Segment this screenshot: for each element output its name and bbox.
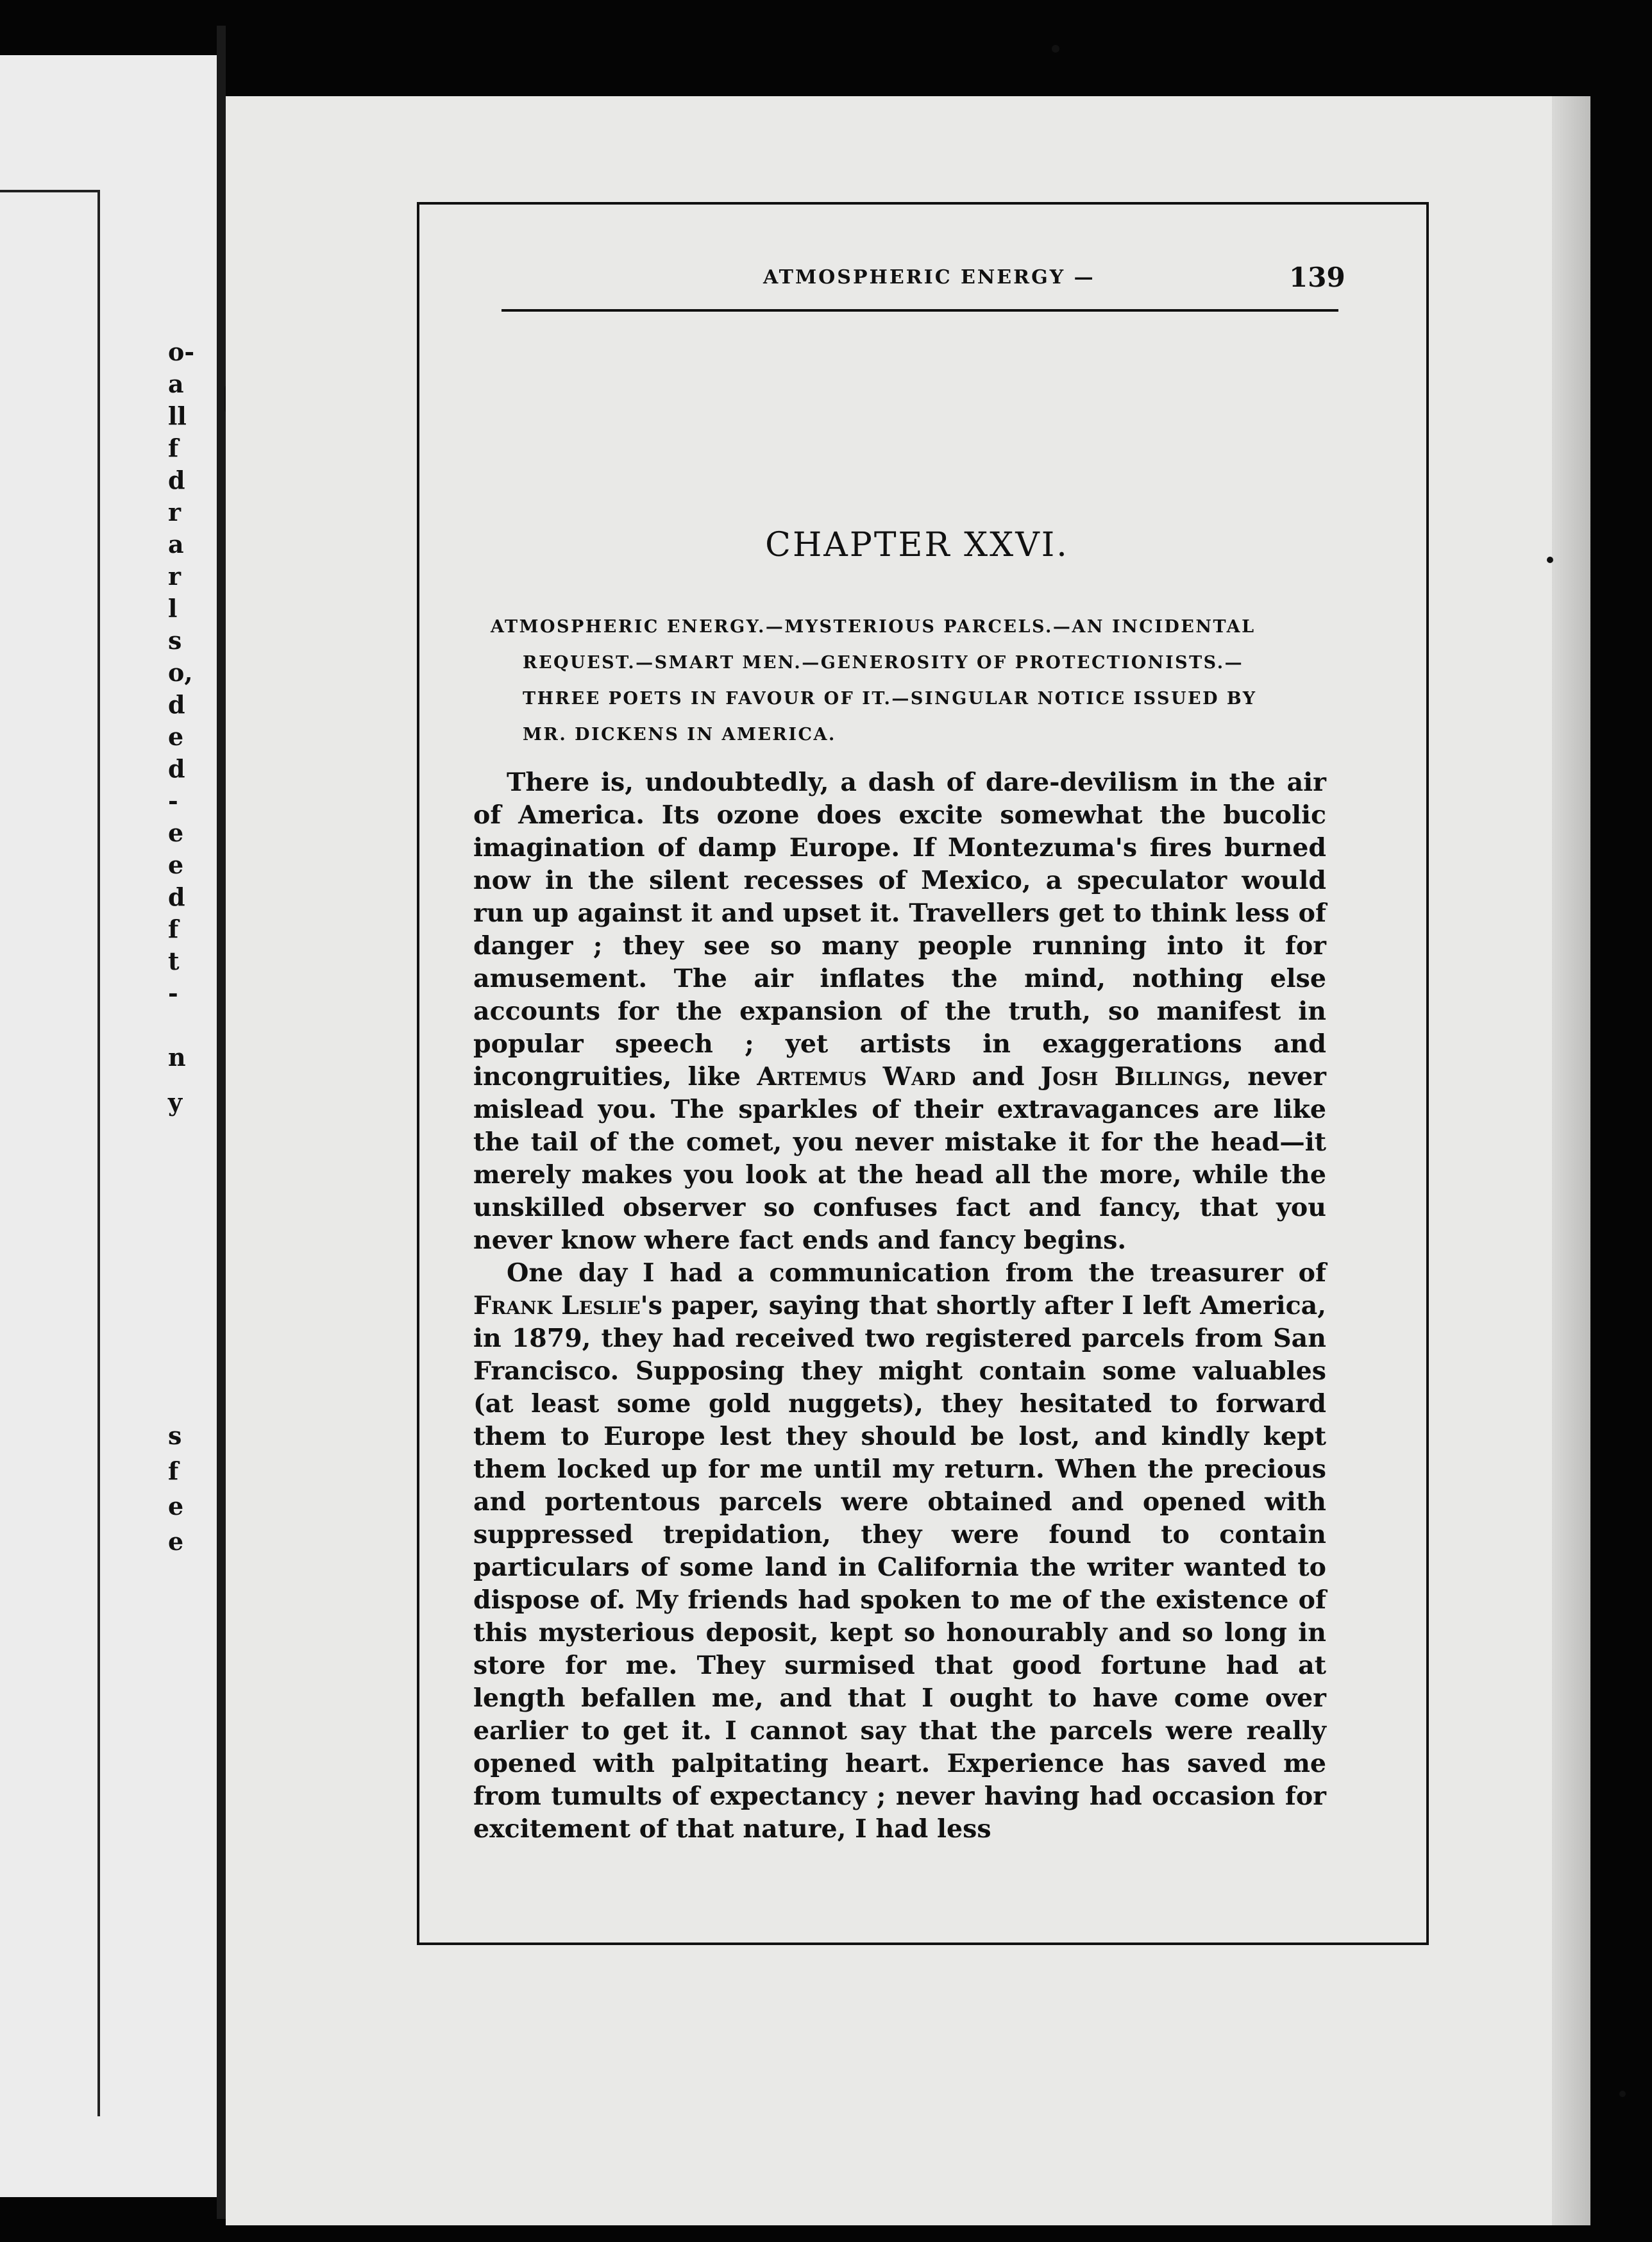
page-edge-shadow [1552, 96, 1590, 2225]
chapter-title: CHAPTER XXVI. [765, 526, 1069, 564]
left-page-frame [0, 190, 100, 2116]
book-spine-gutter [217, 26, 226, 2219]
margin-fragment: d [168, 466, 185, 494]
margin-fragment: e [168, 722, 184, 751]
proper-name: Josh Billings [1040, 1062, 1223, 1092]
page-number: 139 [1289, 262, 1345, 293]
margin-fragment: e [168, 1527, 184, 1556]
margin-fragment: d [168, 882, 185, 911]
margin-fragment: ll [168, 401, 187, 430]
margin-fragment: r [168, 562, 181, 591]
margin-fragment: f [168, 914, 179, 943]
margin-fragment: d [168, 754, 185, 783]
margin-fragment: - [168, 979, 178, 1007]
synopsis-line: ATMOSPHERIC ENERGY.—MYSTERIOUS PARCELS.—AN INCIDENTAL [491, 617, 1256, 637]
margin-fragment: r [168, 498, 181, 527]
proper-name: Frank Leslie [473, 1291, 641, 1320]
margin-fragment: e [168, 850, 184, 879]
paragraph [473, 1257, 1326, 1846]
margin-fragment: s [168, 1421, 182, 1450]
chapter-synopsis [491, 609, 1337, 753]
margin-fragment: l [168, 594, 178, 623]
synopsis-line: THREE POETS IN FAVOUR OF IT.—SINGULAR NOTICE ISSUED BY [523, 689, 1257, 709]
text-run: One day I had a communication from the treasurer of [507, 1258, 1326, 1288]
text-run: 's paper, saying that shortly after I left America, in 1879, they had received two registered parcels from San Francisco. Supposing they might contain some valuables (at least some gold nuggets), they hesitated to forward them to Europe lest they should be lost, and kindly kept them locked up for me until my return. When the precious and portentous parcels were obtained and opened with suppressed trepidation, they were found to contain particulars of some land in California the writer wanted to dispose of. My friends had spoken to me of the existence of this mysterious deposit, kept so honourably and so long in store for me. They surmised that good fortune had at length befallen me, and that I ought to have come over earlier to get it. I cannot say that the parcels were really opened with palpitating heart. Experience has saved me from tumults of expectancy ; never having had occasion for excitement of that nature, I had less [473, 1291, 1327, 1844]
margin-fragment: e [168, 1492, 184, 1521]
paragraph [473, 766, 1326, 1257]
chapter-body [473, 766, 1326, 1846]
margin-fragment: a [168, 369, 184, 398]
margin-fragment: d [168, 690, 185, 719]
left-page-margin-text [168, 55, 206, 2197]
margin-fragment: o- [168, 337, 195, 366]
margin-fragment: o, [168, 658, 193, 687]
margin-fragment: a [168, 530, 184, 559]
synopsis-line: MR. DICKENS IN AMERICA. [523, 725, 836, 745]
text-run: and [972, 1062, 1025, 1092]
margin-fragment: f [168, 1456, 179, 1485]
left-facing-page [0, 55, 217, 2197]
running-header: ATMOSPHERIC ENERGY — [763, 266, 1095, 289]
header-rule [501, 309, 1338, 312]
margin-fragment: f [168, 434, 179, 462]
proper-name: Artemus Ward [757, 1062, 956, 1092]
margin-fragment: y [168, 1088, 183, 1117]
margin-fragment: n [168, 1043, 186, 1072]
text-run: , never mislead you. The sparkles of their extravagances are like the tail of the comet, you never mistake it for the head—it merely makes you look at the head all the more, while the unskilled observer so confuses fact and fancy, that you never know where fact ends and fancy begins. [473, 1062, 1326, 1255]
margin-fragment: e [168, 818, 184, 847]
margin-fragment: s [168, 626, 182, 655]
synopsis-line: REQUEST.—SMART MEN.—GENEROSITY OF PROTECTIONISTS.— [523, 653, 1244, 673]
text-run: There is, undoubtedly, a dash of dare-devilism in the air of America. Its ozone does excite somewhat the bucolic imagination of damp Europe. If Montezuma's fires burned now in the silent recesses of Mexico, a speculator would run up against it and upset it. Travellers get to think less of danger ; they see so many people running into it for amusement. The air inflates the mind, nothing else accounts for the expansion of the truth, so manifest in popular speech ; yet artists in exaggerations and incongruities, like [473, 768, 1326, 1092]
margin-fragment: - [168, 786, 178, 815]
scan-speck [1052, 45, 1059, 53]
scan-speck [1547, 557, 1553, 563]
scan-speck [1619, 2091, 1626, 2097]
margin-fragment: t [168, 947, 180, 975]
